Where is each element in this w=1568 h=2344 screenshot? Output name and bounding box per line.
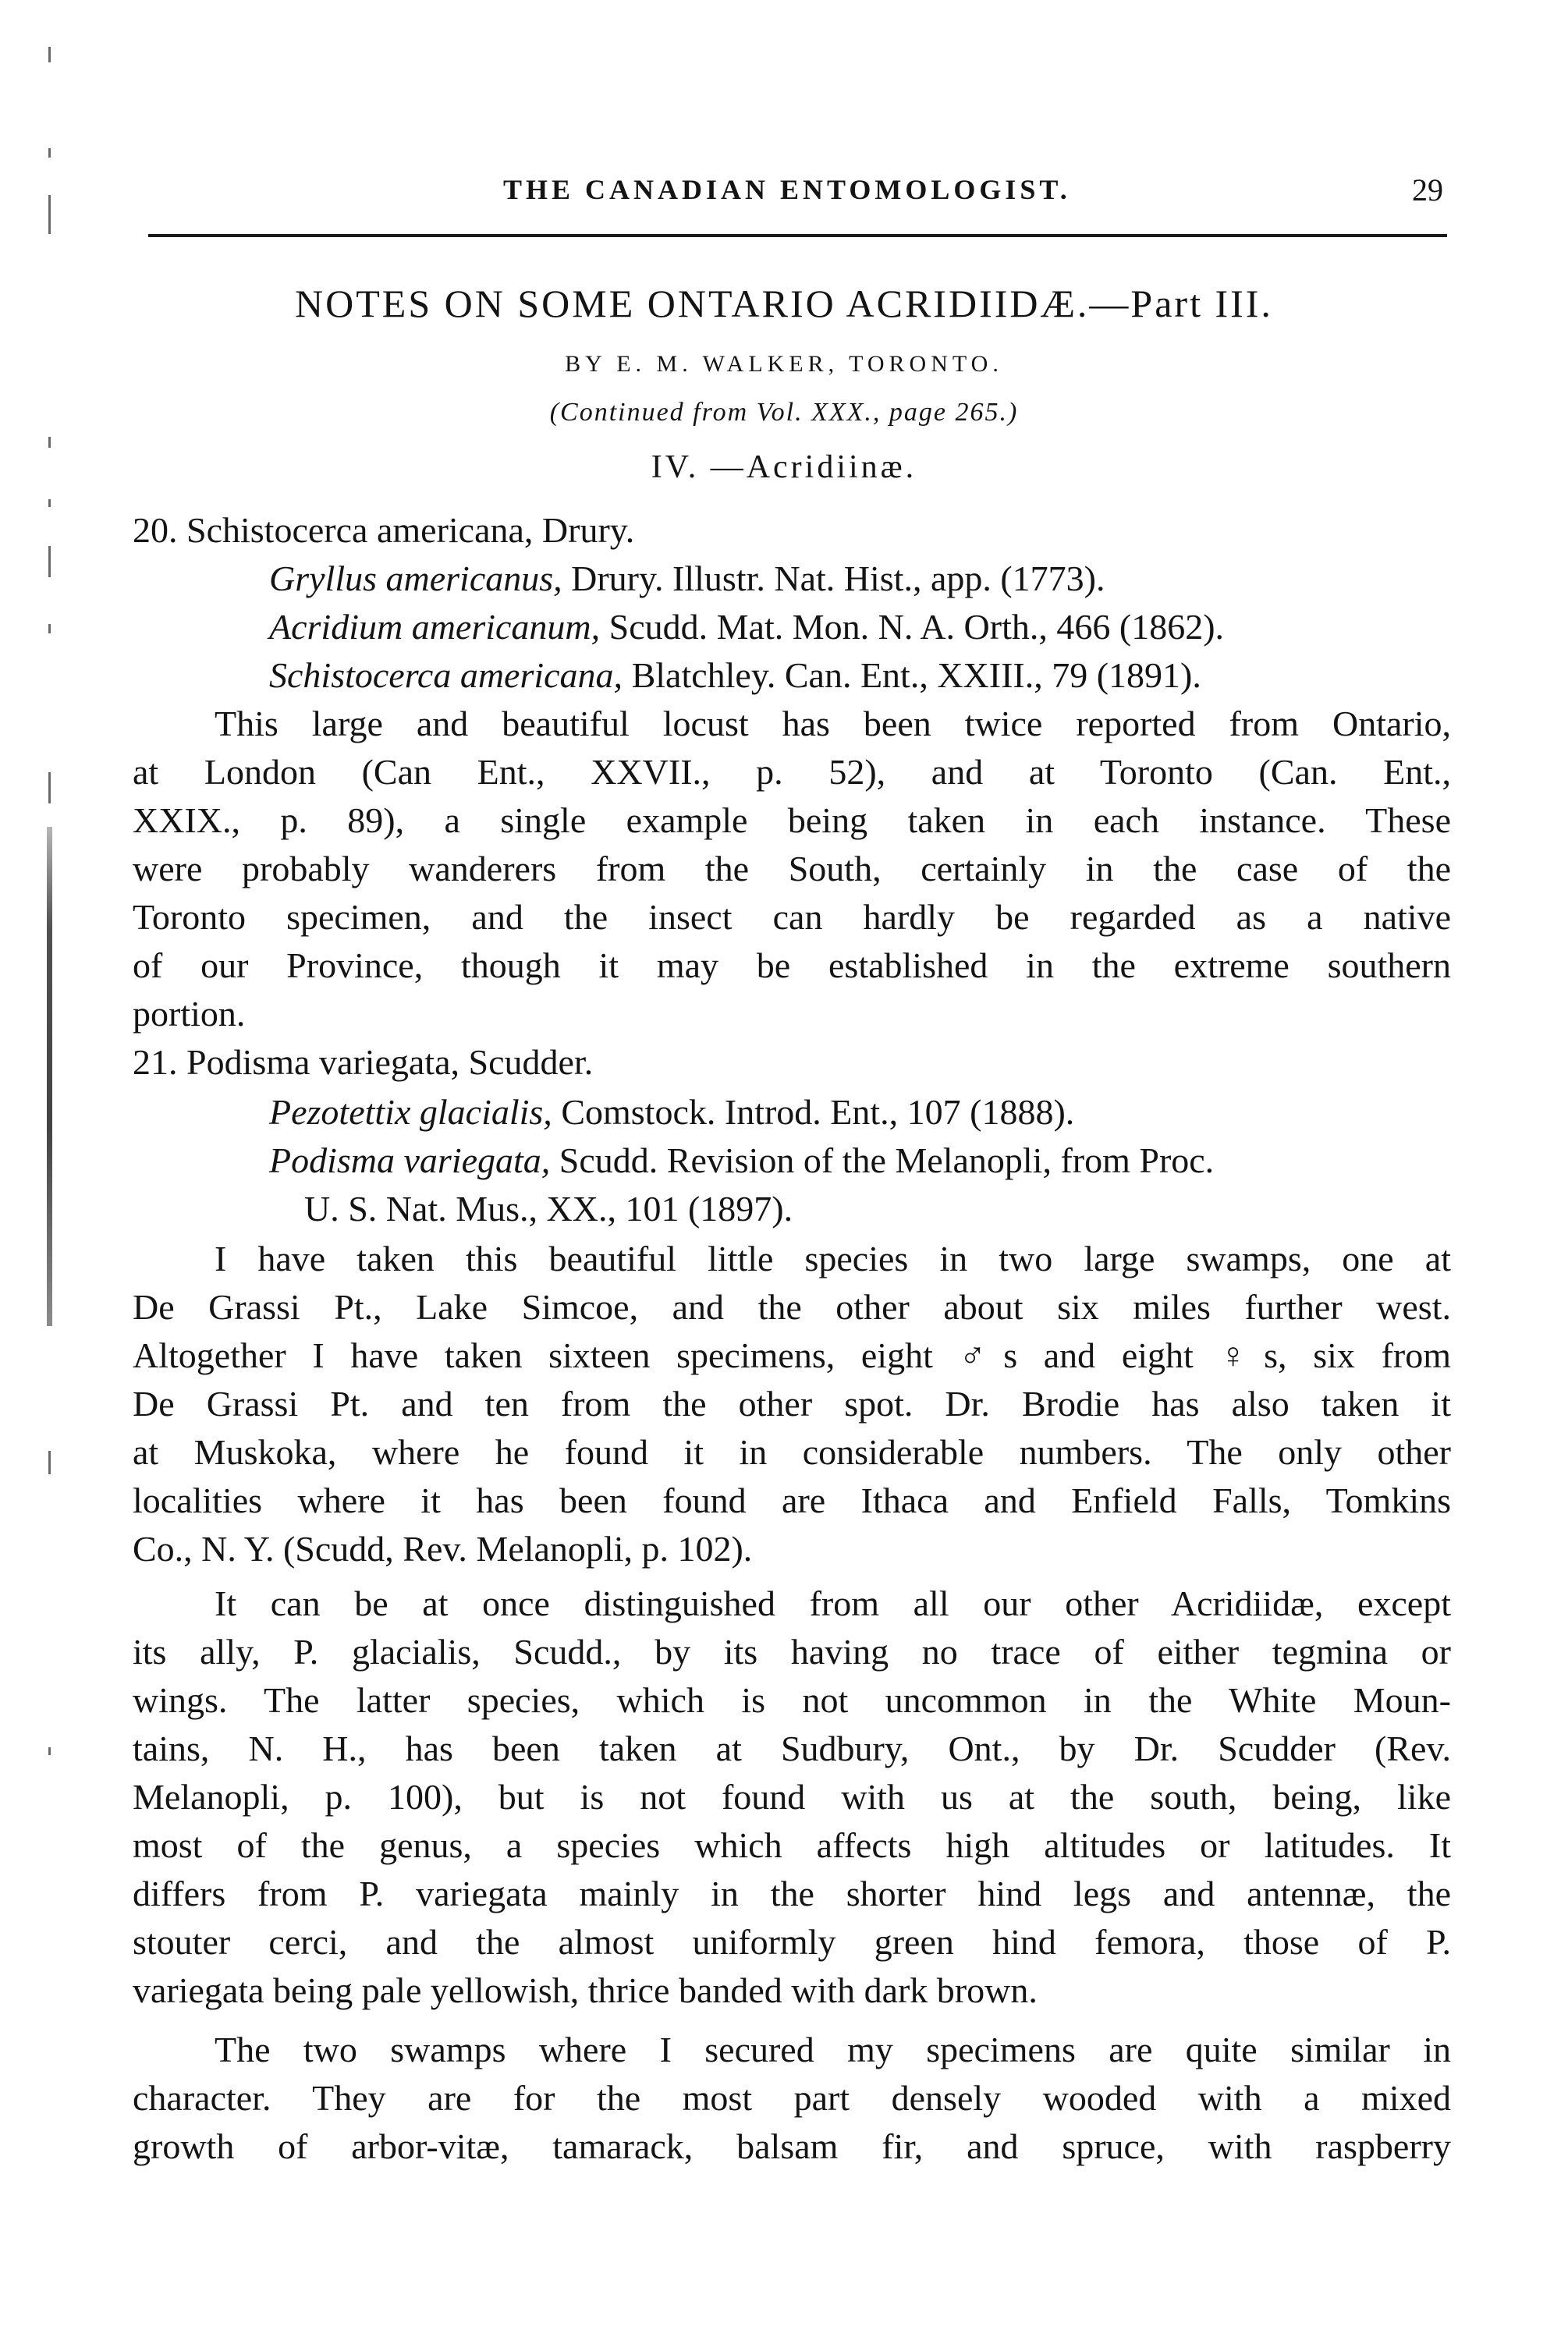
synonym-line xyxy=(269,604,1224,651)
scan-speck xyxy=(48,148,51,158)
article-title: NOTES ON SOME ONTARIO ACRIDIIDÆ.—Part III. xyxy=(295,282,1273,325)
scan-speck xyxy=(48,499,51,507)
paragraph-line: De Grassi Pt., Lake Simcoe, and the other about six miles further west. xyxy=(133,1287,1451,1327)
paragraph-line: at London (Can Ent., XXVII., p. 52), and at Toronto (Can. Ent., xyxy=(133,752,1451,792)
header-rule xyxy=(148,234,1447,237)
paragraph-line: variegata being pale yellowish, thrice banded with dark brown. xyxy=(133,1970,1038,2010)
synonym-name: Pezotettix glacialis, xyxy=(269,1092,552,1132)
paragraph-line: tains, N. H., has been taken at Sudbury, Ont., by Dr. Scudder (Rev. xyxy=(133,1729,1451,1768)
paragraph-line: wings. The latter species, which is not uncommon in the White Moun- xyxy=(133,1680,1451,1720)
synonym-reference: Drury. Illustr. Nat. Hist., app. (1773). xyxy=(562,559,1105,598)
scan-speck xyxy=(48,195,51,234)
paragraph-line: growth of arbor-vitæ, tamarack, balsam fir, and spruce, with raspberry xyxy=(133,2126,1451,2166)
paragraph-line: of our Province, though it may be established in the extreme southern xyxy=(133,945,1451,985)
paragraph-line: XXIX., p. 89), a single example being taken in each instance. These xyxy=(133,800,1451,840)
scan-speck xyxy=(48,1451,51,1474)
byline: BY E. M. WALKER, TORONTO. xyxy=(565,351,1003,377)
paragraph-line: were probably wanderers from the South, certainly in the case of the xyxy=(133,849,1451,888)
synonym-continuation: U. S. Nat. Mus., XX., 101 (1897). xyxy=(304,1189,793,1229)
synonym-name: Gryllus americanus, xyxy=(269,559,562,598)
synonym-name: Acridium americanum, xyxy=(269,607,601,647)
synonym-line xyxy=(269,1137,1214,1184)
synonym-line xyxy=(269,1089,1074,1136)
paragraph-line: Melanopli, p. 100), but is not found with us at the south, being, like xyxy=(133,1777,1451,1817)
page-number: 29 xyxy=(1412,172,1443,207)
journal-title: THE CANADIAN ENTOMOLOGIST. xyxy=(503,174,1071,205)
paragraph-line: at Muskoka, where he found it in considerable numbers. The only other xyxy=(133,1432,1451,1472)
section-heading: IV. —Acridiinæ. xyxy=(651,449,917,485)
scan-margin-shadow xyxy=(47,827,52,1326)
synonym-line xyxy=(269,555,1105,602)
paragraph-line: localities where it has been found are Ithaca and Enfield Falls, Tomkins xyxy=(133,1481,1451,1520)
paragraph-line: I have taken this beautiful little species in two large swamps, one at xyxy=(215,1239,1451,1278)
synonym-reference: Blatchley. Can. Ent., XXIII., 79 (1891). xyxy=(623,655,1201,695)
synonym-reference: Scudd. Mat. Mon. N. A. Orth., 466 (1862). xyxy=(600,607,1225,647)
paragraph-line: De Grassi Pt. and ten from the other spot. Dr. Brodie has also taken it xyxy=(133,1384,1451,1424)
scan-speck xyxy=(48,1747,51,1755)
synonym-reference: Scudd. Revision of the Melanopli, from Proc. xyxy=(550,1140,1215,1180)
paragraph-line: portion. xyxy=(133,994,246,1034)
paragraph-line: Co., N. Y. (Scudd, Rev. Melanopli, p. 102). xyxy=(133,1529,753,1569)
species-21-heading: 21. Podisma variegata, Scudder. xyxy=(133,1042,594,1082)
scan-speck xyxy=(48,546,51,577)
synonym-name: Podisma variegata, xyxy=(269,1140,551,1180)
paragraph-line: This large and beautiful locust has been twice reported from Ontario, xyxy=(215,704,1451,743)
continued-note: (Continued from Vol. XXX., page 265.) xyxy=(549,398,1019,427)
scan-speck xyxy=(48,47,51,62)
scan-speck xyxy=(48,624,51,633)
paragraph-line: The two swamps where I secured my specimens are quite similar in xyxy=(215,2030,1451,2069)
paragraph-line: It can be at once distinguished from all our other Acridiidæ, except xyxy=(215,1583,1451,1623)
running-head xyxy=(148,173,1443,220)
paragraph-line: Altogether I have taken sixteen specimens, eight ♂s and eight ♀s, six from xyxy=(133,1335,1451,1375)
synonym-reference: Comstock. Introd. Ent., 107 (1888). xyxy=(552,1092,1075,1132)
paragraph-line: character. They are for the most part densely wooded with a mixed xyxy=(133,2078,1451,2118)
paragraph-line: differs from P. variegata mainly in the shorter hind legs and antennæ, the xyxy=(133,1874,1451,1913)
synonym-name: Schistocerca americana, xyxy=(269,655,623,695)
paragraph-line: its ally, P. glacialis, Scudd., by its having no trace of either tegmina or xyxy=(133,1632,1451,1672)
paragraph-line: Toronto specimen, and the insect can hardly be regarded as a native xyxy=(133,897,1451,937)
synonym-line xyxy=(269,652,1201,699)
species-20-heading: 20. Schistocerca americana, Drury. xyxy=(133,510,635,550)
scan-speck xyxy=(48,437,51,448)
scan-speck xyxy=(48,772,51,803)
paragraph-line: stouter cerci, and the almost uniformly green hind femora, those of P. xyxy=(133,1922,1451,1962)
paragraph-line: most of the genus, a species which affects high altitudes or latitudes. It xyxy=(133,1825,1451,1865)
